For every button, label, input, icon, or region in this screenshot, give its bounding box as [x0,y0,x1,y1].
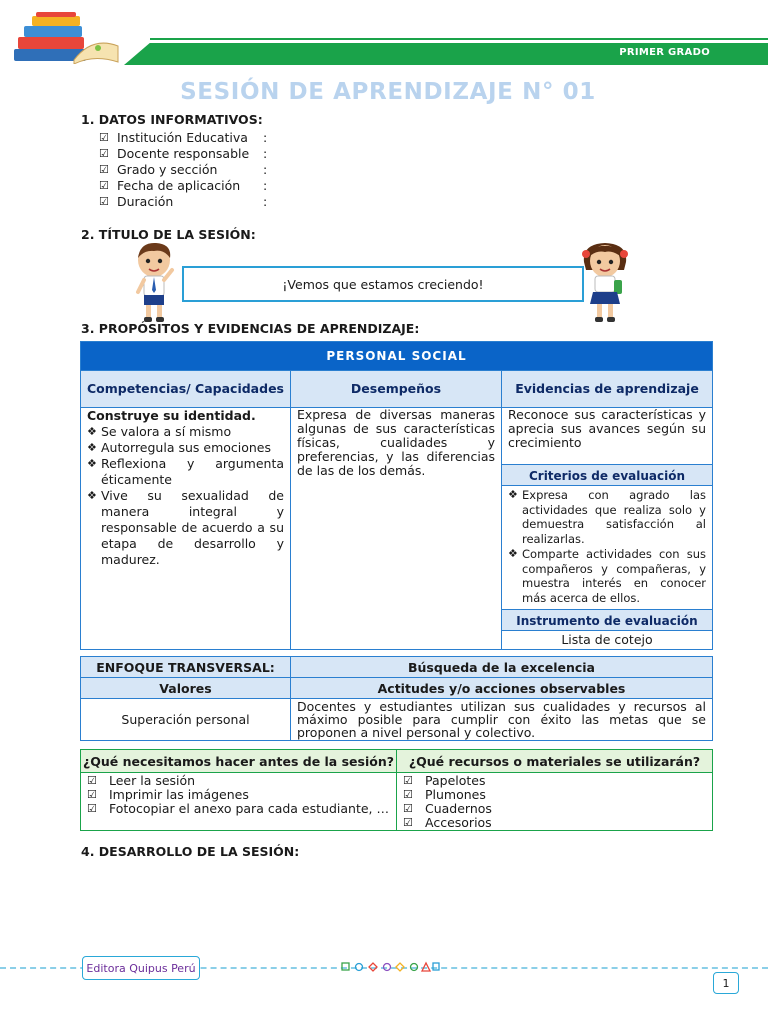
checkbox-icon: ☑ [87,802,97,815]
recursos-list [397,773,712,830]
info-label: Docente responsable [117,146,250,161]
header-line [150,38,768,40]
antes-header: ¿Qué necesitamos hacer antes de la sesión? [81,750,397,773]
session-title-box: ¡Vemos que estamos creciendo! [182,266,584,302]
actitudes-header: Actitudes y/o acciones observables [291,678,713,699]
editor-badge: Editora Quipus Perú [82,956,200,980]
list-item [403,816,706,830]
antes-text: Imprimir las imágenes [109,787,249,802]
info-colon: : [263,178,268,193]
info-colon: : [263,146,268,161]
antes-list [81,773,396,816]
boy-illustration [130,240,180,324]
recurso-text: Plumones [425,787,486,802]
list-item [403,802,706,816]
diamond-bullet-icon: ❖ [508,488,518,501]
checkbox-icon: ☑ [403,774,413,787]
decorative-shapes-icon [340,961,440,973]
recurso-text: Accesorios [425,815,492,830]
capacidad-text: Reflexiona y argumenta éticamente [101,456,284,487]
list-item [87,774,390,788]
capacidades-list [87,424,284,568]
info-row [99,194,273,210]
criterios-list [502,486,712,609]
recursos-cell [397,773,713,831]
desempeno-cell: Expresa de diversas maneras algunas de sus características físicas, cualidades y preferencias, y las diferencias de las de los demás. [291,408,502,650]
antes-text: Fotocopiar el anexo para cada estudiante, … [109,801,389,816]
section-3-heading: 3. PROPÓSITOS Y EVIDENCIAS DE APRENDIZAJE: [81,321,420,336]
section-2-heading: 2. TÍTULO DE LA SESIÓN: [81,227,256,242]
checkbox-icon: ☑ [99,163,109,176]
checkbox-icon: ☑ [87,774,97,787]
info-row [99,146,273,162]
info-colon: : [263,162,268,177]
checkbox-icon: ☑ [99,131,109,144]
instrumento-header: Instrumento de evaluación [502,609,712,631]
purposes-table [80,341,713,650]
page-header [0,0,768,70]
list-item [87,456,284,488]
enfoque-value: Búsqueda de la excelencia [291,657,713,678]
checkbox-icon: ☑ [87,788,97,801]
list-item [508,488,706,546]
evidencias-cell [502,408,713,650]
info-row [99,130,273,146]
diamond-bullet-icon: ❖ [87,457,97,470]
list-item [403,774,706,788]
diamond-bullet-icon: ❖ [87,489,97,502]
books-illustration [14,12,120,64]
checkbox-icon: ☑ [403,816,413,829]
page-number: 1 [713,972,739,994]
diamond-bullet-icon: ❖ [508,547,518,560]
valores-header: Valores [81,678,291,699]
section-4-heading: 4. DESARROLLO DE LA SESIÓN: [81,844,300,859]
diamond-bullet-icon: ❖ [87,441,97,454]
info-label: Fecha de aplicación [117,178,241,193]
recursos-header: ¿Qué recursos o materiales se utilizarán? [397,750,713,773]
section-1-heading: 1. DATOS INFORMATIVOS: [81,112,263,127]
recurso-text: Papelotes [425,773,486,788]
valor-cell: Superación personal [81,699,291,741]
list-item [87,424,284,440]
info-label: Duración [117,194,174,209]
criterio-text: Expresa con agrado las actividades que realiza solo y demuestra satisfacción al realizarlas. [522,488,706,546]
page-title: SESIÓN DE APRENDIZAJE N° 01 [180,79,596,105]
list-item [87,488,284,568]
recurso-text: Cuadernos [425,801,492,816]
checkbox-icon: ☑ [403,788,413,801]
info-row [99,178,273,194]
antes-cell [81,773,397,831]
checkbox-icon: ☑ [99,147,109,160]
checkbox-icon: ☑ [99,179,109,192]
list-item [403,788,706,802]
area-header: PERSONAL SOCIAL [81,342,713,371]
antes-text: Leer la sesión [109,773,196,788]
actitud-cell: Docentes y estudiantes utilizan sus cualidades y recursos al máximo posible para cumplir con éxito las metas que se proponen a nivel personal y colectivo. [291,699,713,741]
checkbox-icon: ☑ [403,802,413,815]
competencia-title: Construye su identidad. [87,408,256,423]
info-label: Grado y sección [117,162,218,177]
info-colon: : [263,130,268,145]
info-row [99,162,273,178]
evidencias-header: Evidencias de aprendizaje [502,371,713,408]
enfoque-table [80,656,713,741]
desempenos-header: Desempeños [291,371,502,408]
capacidad-text: Vive su sexualidad de manera integral y responsable de acuerdo a su etapa de desarrollo y madurez. [101,488,284,567]
list-item [87,440,284,456]
info-label: Institución Educativa [117,130,248,145]
instrumento-value: Lista de cotejo [561,632,653,647]
checkbox-icon: ☑ [99,195,109,208]
list-item [508,547,706,605]
evidencia-text: Reconoce sus características y aprecia sus avances según su crecimiento [508,407,706,450]
girl-illustration [580,240,630,324]
info-colon: : [263,194,268,209]
enfoque-label: ENFOQUE TRANSVERSAL: [81,657,291,678]
capacidad-text: Se valora a sí mismo [101,424,232,439]
criterio-text: Comparte actividades con sus compañeros y compañeras, y muestra interés en conocer más acerca de ellos. [522,547,706,605]
capacidad-text: Autorregula sus emociones [101,440,272,455]
info-list [99,130,273,210]
competencias-cell [81,408,291,650]
criterios-header: Criterios de evaluación [502,464,712,486]
preparation-table [80,749,713,831]
list-item [87,788,390,802]
diamond-bullet-icon: ❖ [87,425,97,438]
grade-label: PRIMER GRADO [619,47,710,58]
list-item [87,802,390,816]
competencias-header: Competencias/ Capacidades [81,371,291,408]
